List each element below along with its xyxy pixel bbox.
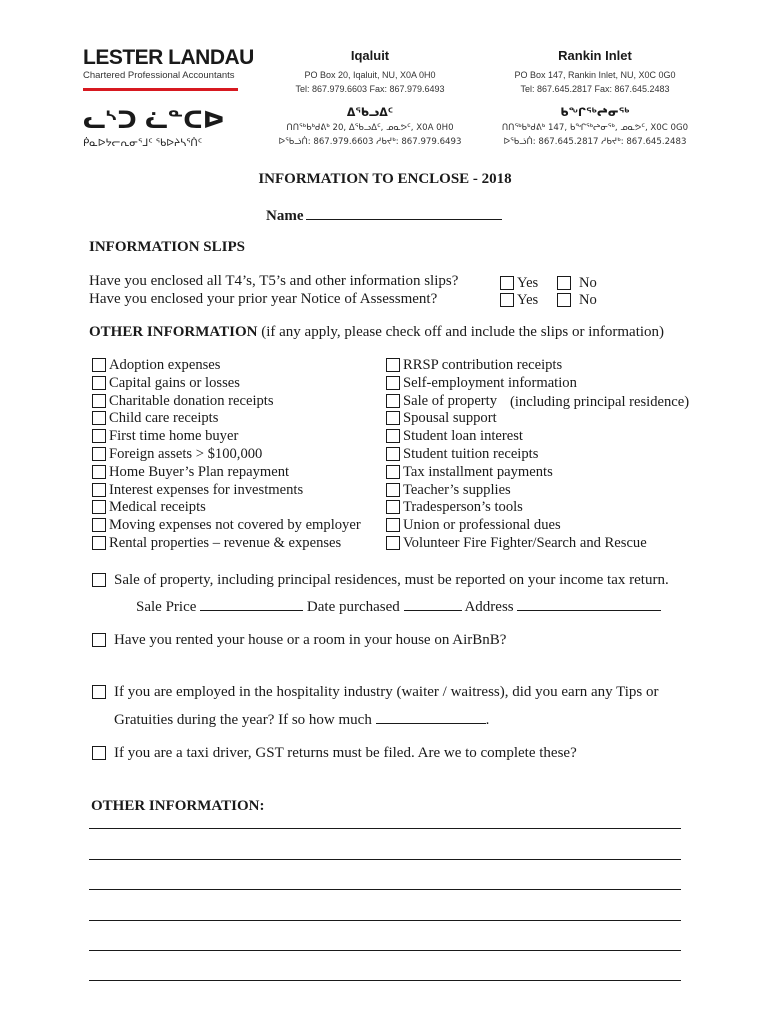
checklist-item-label: Sale of property [403, 392, 498, 409]
checklist-item-label: Rental properties – revenue & expenses [109, 535, 342, 551]
checkbox-box[interactable] [386, 500, 400, 514]
checklist-item-label: Student tuition receipts [403, 446, 539, 462]
firm-logo-name: LESTER LANDAU [83, 46, 254, 69]
sale-price-label: Sale Price [136, 599, 197, 615]
checklist-item-label: Adoption expenses [109, 357, 221, 373]
checkbox-box[interactable] [92, 685, 106, 699]
checkbox-box[interactable] [386, 447, 400, 461]
office-title: Iqaluit [350, 48, 390, 63]
notes-line[interactable] [89, 950, 681, 951]
checklist-item-label: Self-employment information [403, 374, 577, 391]
name-row [266, 205, 502, 225]
office-syllabic-address: ᑎᑎᖅᑲᒃᑯᕕᒃ 20, ᐃᖃᓗᐃᑦ, ᓄᓇᕗᑦ, X0A 0H0 [286, 123, 454, 133]
office-iqaluit [255, 48, 485, 149]
checkbox-box[interactable] [386, 358, 400, 372]
office-rankin-inlet [480, 48, 710, 149]
checkbox-box[interactable] [92, 447, 106, 461]
office-title: Rankin Inlet [558, 48, 632, 63]
checklist-item-label: Child care receipts [109, 410, 219, 427]
checkbox-box[interactable] [92, 633, 106, 647]
no-label: No [579, 275, 597, 291]
slips-heading: INFORMATION SLIPS [89, 239, 245, 255]
checklist-item-label: Spousal support [403, 410, 497, 427]
checkbox-box[interactable] [92, 518, 106, 532]
office-syllabic-address: ᑎᑎᖅᑲᒃᑯᕕᒃ 147, ᑲᖏᖅᖠᓂᖅ, ᓄᓇᕗᑦ, X0C 0G0 [501, 123, 689, 133]
checklist-item-label: Capital gains or losses [109, 374, 240, 391]
checklist-item-label: Tax installment payments [403, 463, 553, 480]
slip-question: Have you enclosed all T4’s, T5’s and other information slips? [89, 273, 459, 289]
gratuities-amount-field[interactable] [376, 709, 486, 724]
checkbox-box[interactable] [386, 465, 400, 479]
checkbox-box[interactable] [92, 394, 106, 408]
name-label: Name [266, 208, 304, 224]
slip-question: Have you enclosed your prior year Notice of Assessment? [89, 291, 438, 307]
checkbox-box[interactable] [500, 293, 514, 307]
notes-line[interactable] [89, 920, 681, 921]
checklist-item-label: RRSP contribution receipts [403, 357, 563, 373]
checkbox-box[interactable] [92, 500, 106, 514]
hospitality-text: If you are employed in the hospitality industry (waiter / waitress), did you earn any Tips or [114, 684, 659, 700]
address-field[interactable] [517, 596, 661, 611]
address-label: Address [464, 599, 514, 615]
notes-line[interactable] [89, 828, 681, 829]
yes-label: Yes [517, 292, 539, 308]
checklist-item-label: Foreign assets > $100,000 [109, 446, 263, 462]
firm-logo-subtitle: Chartered Professional Accountants [83, 70, 235, 81]
office-address: PO Box 20, Iqaluit, NU, X0A 0H0 [304, 70, 436, 80]
office-tel-fax: Tel: 867.645.2817 Fax: 867.645.2483 [520, 84, 670, 94]
taxi-text: If you are a taxi driver, GST returns must be filed. Are we to complete these? [114, 745, 577, 761]
date-purchased-field[interactable] [404, 596, 462, 611]
other-info-heading-row [89, 324, 664, 341]
logo-accent-bar [83, 88, 238, 91]
other-info-notes-heading: OTHER INFORMATION: [91, 798, 265, 814]
gratuities-period: . [485, 712, 490, 728]
checkbox-box[interactable] [386, 518, 400, 532]
checkbox-box[interactable] [92, 483, 106, 497]
office-address: PO Box 147, Rankin Inlet, NU, X0C 0G0 [514, 70, 676, 80]
notes-line[interactable] [89, 859, 681, 860]
checkbox-box[interactable] [92, 358, 106, 372]
firm-logo-syllabic: ᓚᔅᑐ ᓛᓐᑕᐅ [83, 106, 225, 134]
office-syllabic-tel-fax: ᐅᖃᓘᑏ: 867.979.6603 ᓱᑲᔪᒃ: 867.979.6493 [278, 137, 462, 147]
gratuities-text: Gratuities during the year? If so how much [114, 712, 372, 728]
checkbox-box[interactable] [557, 293, 571, 307]
other-info-instruction: (if any apply, please check off and include the slips or information) [257, 324, 665, 340]
checkbox-box[interactable] [386, 536, 400, 550]
checkbox-box[interactable] [386, 483, 400, 497]
sale-property-text: Sale of property, including principal residences, must be reported on your income tax return. [114, 572, 669, 588]
checklist-item-label: Union or professional dues [403, 517, 561, 534]
checkbox-box[interactable] [92, 429, 106, 443]
checklist-item-label: First time home buyer [109, 428, 239, 445]
checklist-item-label: Student loan interest [403, 428, 523, 445]
checklist-item-label: Moving expenses not covered by employer [109, 517, 361, 534]
office-tel-fax: Tel: 867.979.6603 Fax: 867.979.6493 [295, 84, 445, 94]
firm-logo-syllabic-subtitle: ᑮᓇᐅᔭᓕᕆᓂᕐᒧᑦ ᖃᐅᔨᓴᕐᑏᑦ [83, 138, 203, 149]
checkbox-box[interactable] [92, 376, 106, 390]
other-info-heading: OTHER INFORMATION [89, 324, 258, 340]
gratuities-row [114, 709, 489, 729]
sale-price-field[interactable] [200, 596, 303, 611]
sale-property-note: (including principal residence) [510, 393, 690, 410]
checkbox-box[interactable] [500, 276, 514, 290]
sale-details-row [136, 596, 661, 616]
checklist-item-label: Tradesperson’s tools [403, 499, 523, 516]
yes-label: Yes [517, 275, 539, 291]
office-syllabic-tel-fax: ᐅᖃᓘᑏ: 867.645.2817 ᓱᑲᔪᒃ: 867.645.2483 [503, 137, 687, 147]
notes-line[interactable] [89, 889, 681, 890]
name-field[interactable] [306, 205, 502, 220]
checkbox-box[interactable] [92, 411, 106, 425]
checklist-item-label: Home Buyer’s Plan repayment [109, 463, 290, 480]
checklist-item-label: Interest expenses for investments [109, 481, 304, 498]
checklist-item-label: Medical receipts [109, 499, 206, 516]
airbnb-text: Have you rented your house or a room in your house on AirBnB? [114, 632, 507, 648]
checkbox-box[interactable] [386, 376, 400, 390]
checkbox-box[interactable] [92, 746, 106, 760]
form-title: INFORMATION TO ENCLOSE - 2018 [258, 171, 512, 187]
office-syllabic-title: ᑲᖏᖅᖠᓂᖅ [560, 106, 630, 119]
checkbox-box[interactable] [92, 536, 106, 550]
checkbox-box[interactable] [386, 394, 400, 408]
office-syllabic-title: ᐃᖃᓗᐃᑦ [346, 106, 394, 119]
checkbox-box[interactable] [386, 429, 400, 443]
checkbox-box[interactable] [386, 411, 400, 425]
checkbox-box[interactable] [92, 573, 106, 587]
checkbox-box[interactable] [92, 465, 106, 479]
checklist-item-label: Volunteer Fire Fighter/Search and Rescue [403, 535, 647, 551]
checklist-item-label: Charitable donation receipts [109, 392, 274, 409]
checkbox-box[interactable] [557, 276, 571, 290]
checklist-item-label: Teacher’s supplies [403, 481, 511, 498]
no-label: No [579, 292, 597, 308]
date-purchased-label: Date purchased [306, 599, 400, 615]
notes-line[interactable] [89, 980, 681, 981]
